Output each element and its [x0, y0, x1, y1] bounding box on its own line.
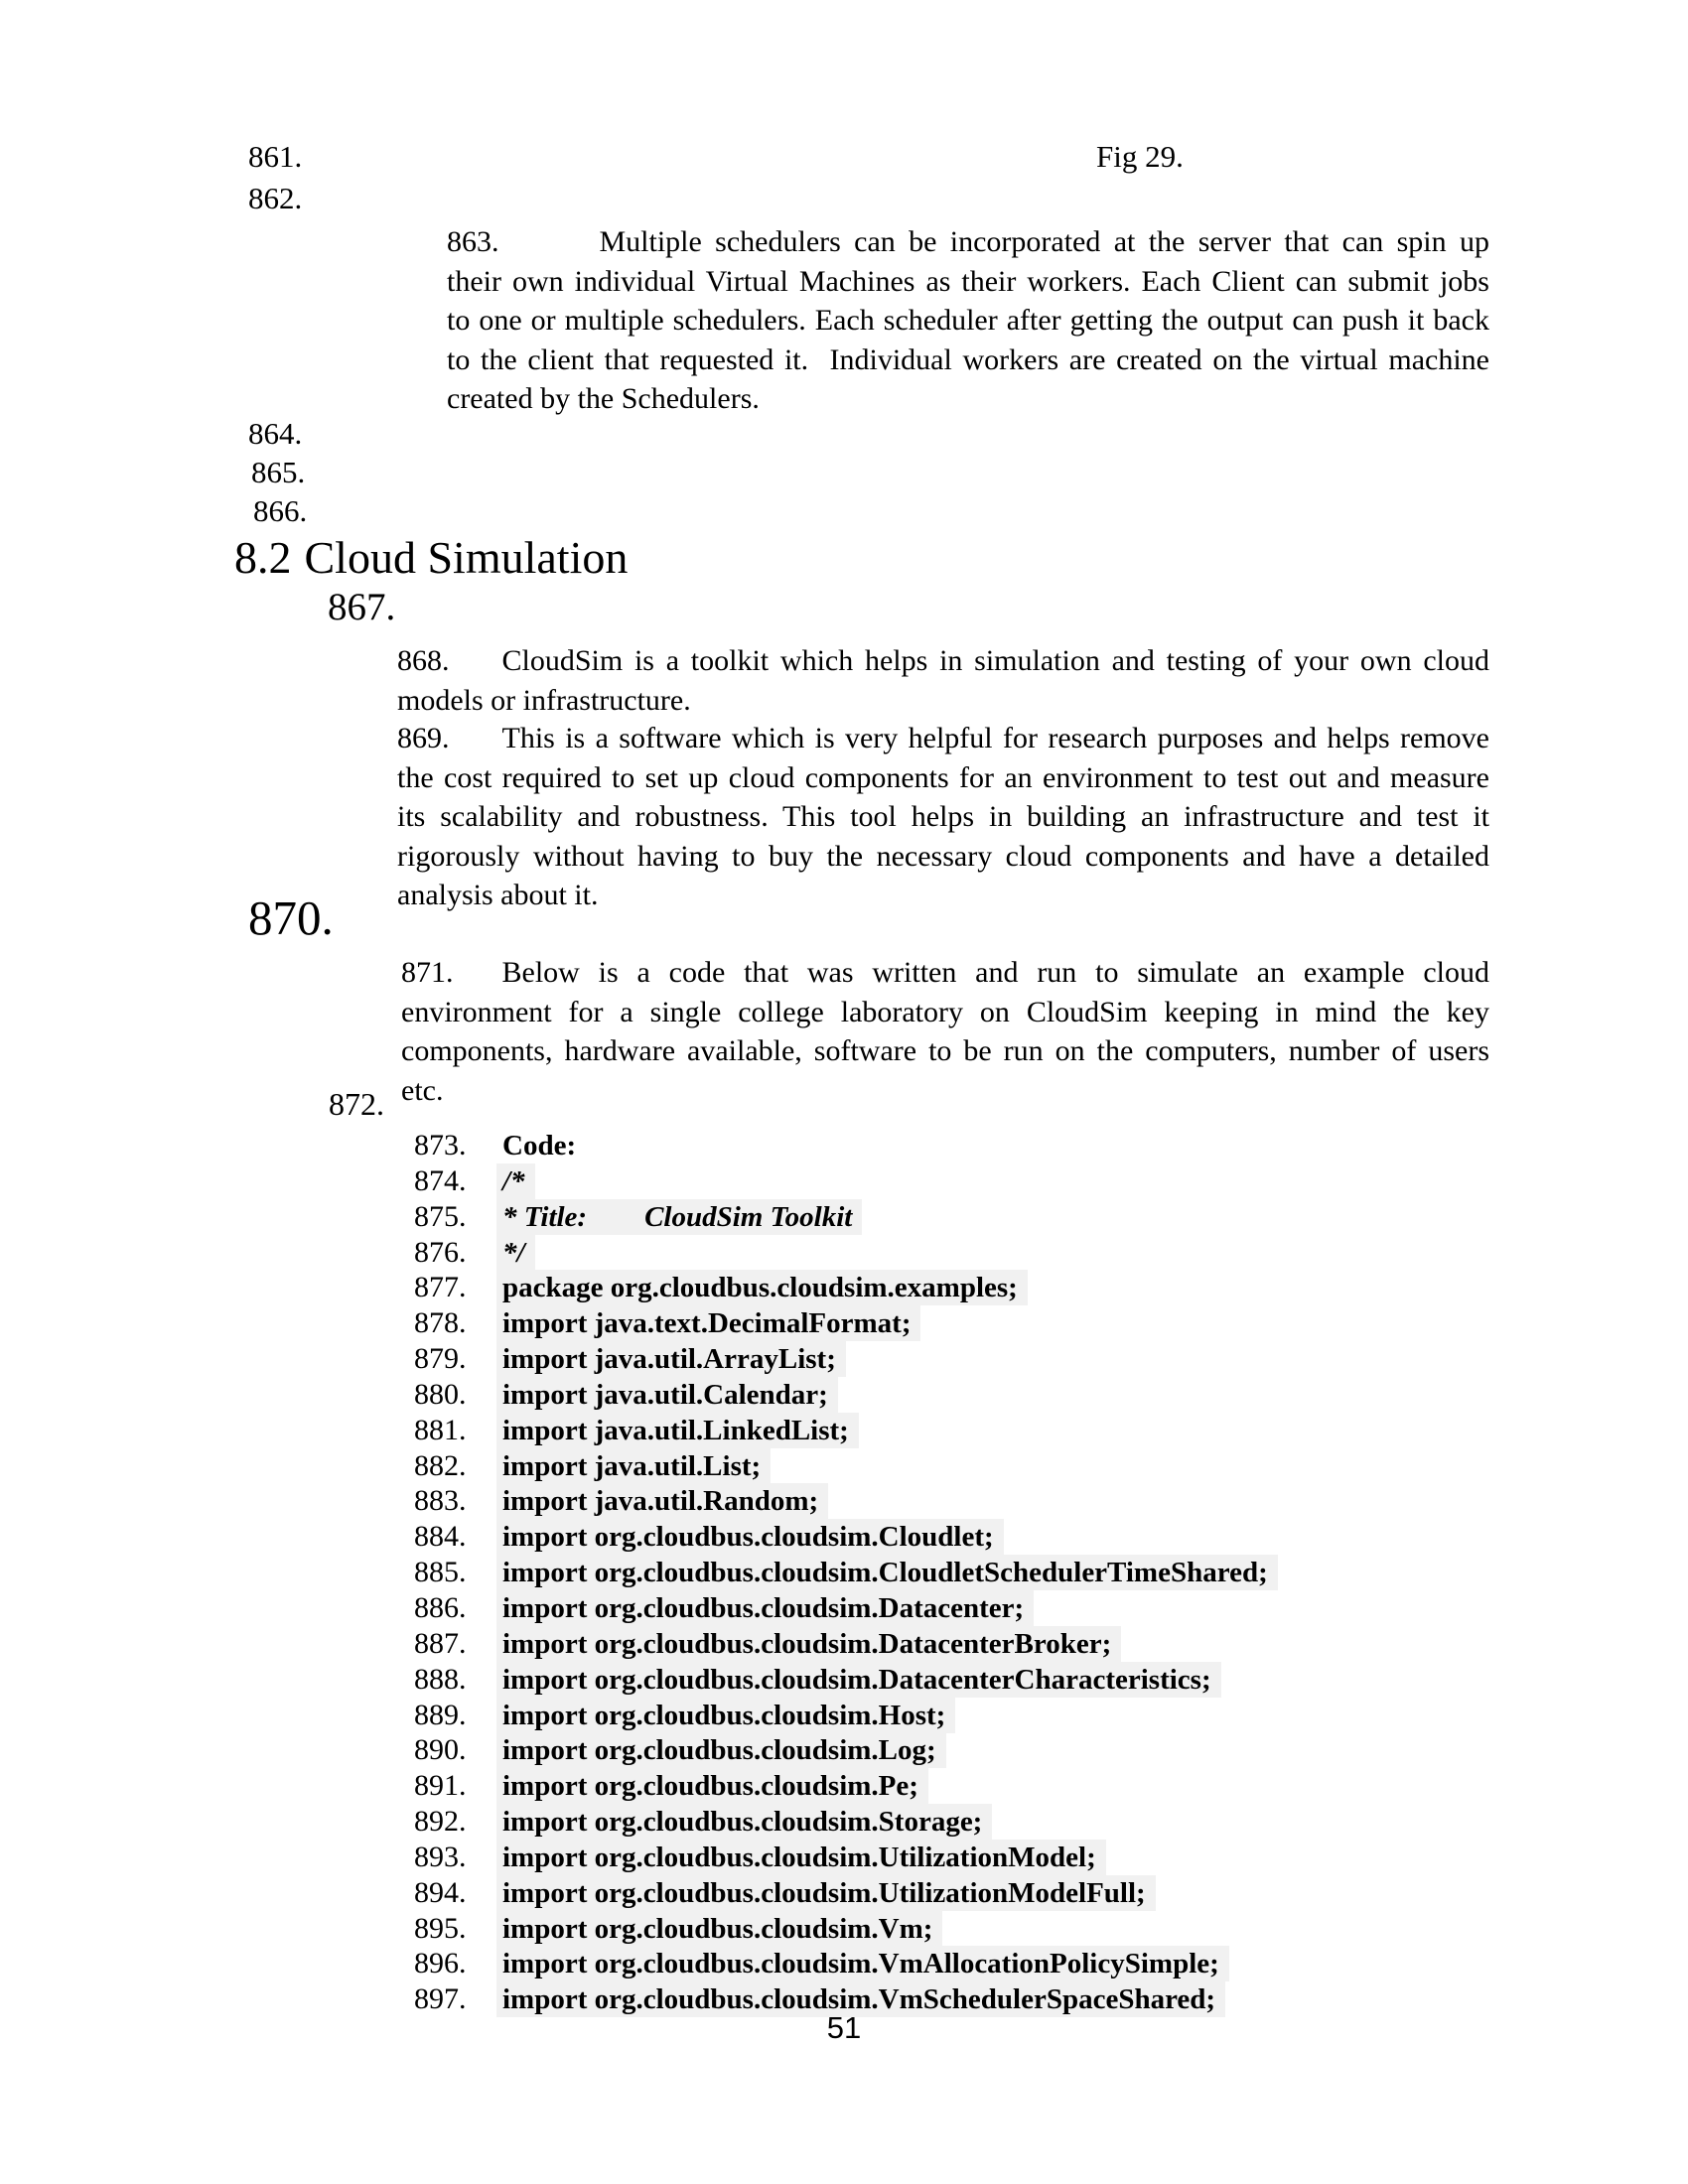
code-line — [414, 1235, 1278, 1271]
code-line-number: 876. — [414, 1235, 467, 1269]
code-line — [414, 1305, 1278, 1341]
code-text: import java.util.LinkedList; — [496, 1413, 859, 1448]
code-line — [414, 1840, 1278, 1875]
code-text: import org.cloudbus.cloudsim.CloudletSchedulerTimeShared; — [496, 1555, 1278, 1590]
paragraph-number-872: 872. — [329, 1086, 384, 1122]
code-line-number: 891. — [414, 1769, 467, 1803]
tab-spacer — [450, 747, 502, 748]
code-line — [414, 1128, 1278, 1163]
paragraph-line — [397, 641, 1489, 681]
code-text: import org.cloudbus.cloudsim.Host; — [496, 1698, 955, 1733]
paragraph-number-864: 864. — [248, 416, 303, 451]
paragraph-line — [397, 719, 1489, 758]
paragraph-line — [401, 953, 1489, 993]
code-line — [414, 1483, 1278, 1519]
code-text: import org.cloudbus.cloudsim.DatacenterCharacteristics; — [496, 1662, 1221, 1698]
paragraph-868 — [397, 641, 1489, 720]
paragraph-871 — [401, 953, 1489, 1110]
paragraph-number: 863. — [447, 225, 499, 258]
code-line-number: 879. — [414, 1342, 467, 1376]
code-text: import org.cloudbus.cloudsim.Vm; — [496, 1911, 942, 1947]
code-text: import java.util.List; — [496, 1448, 771, 1484]
section-heading — [234, 533, 628, 584]
paragraph-line: to the client that requested it. Individual workers are created on the virtual machine — [447, 342, 1489, 376]
figure-caption: Fig 29. — [1096, 139, 1184, 174]
code-line — [414, 1519, 1278, 1555]
paragraph-line — [447, 222, 1489, 262]
code-line-number: 893. — [414, 1840, 467, 1873]
paragraph-line: models or infrastructure. — [397, 683, 691, 717]
section-heading-number: 8.2 — [234, 532, 292, 583]
tab-spacer — [454, 981, 502, 982]
code-line — [414, 1377, 1278, 1413]
code-line — [414, 1555, 1278, 1590]
paragraph-number-861: 861. — [248, 139, 303, 174]
code-text: package org.cloudbus.cloudsim.examples; — [496, 1270, 1028, 1305]
code-line — [414, 1732, 1278, 1768]
code-line — [414, 1413, 1278, 1448]
paragraph-number: 869. — [397, 722, 450, 754]
code-line-number: 886. — [414, 1590, 467, 1624]
code-line-number: 885. — [414, 1556, 467, 1589]
paragraph-text: Below is a code that was written and run to simulate an example cloud — [501, 956, 1489, 989]
code-line-number: 880. — [414, 1377, 467, 1411]
code-text: import org.cloudbus.cloudsim.UtilizationModelFull; — [496, 1875, 1156, 1911]
code-line-number: 878. — [414, 1306, 467, 1340]
paragraph-line: etc. — [401, 1073, 444, 1107]
code-line — [414, 1911, 1278, 1947]
paragraph-text: Multiple schedulers can be incorporated at the server that can spin up — [599, 225, 1489, 258]
code-text: import org.cloudbus.cloudsim.VmSchedulerSpaceShared; — [496, 1981, 1225, 2017]
code-line-number: 892. — [414, 1805, 467, 1839]
code-line-number: 882. — [414, 1448, 467, 1482]
code-line-number: 887. — [414, 1626, 467, 1660]
code-text: import org.cloudbus.cloudsim.Storage; — [496, 1804, 992, 1840]
page-number: 51 — [826, 2010, 862, 2045]
code-comment-text: * Title: CloudSim Toolkit — [496, 1199, 862, 1235]
code-line-number: 896. — [414, 1947, 467, 1980]
code-line-number: 888. — [414, 1662, 467, 1696]
code-line — [414, 1946, 1278, 1981]
paragraph-number-870: 870. — [248, 890, 334, 945]
paragraph-863 — [447, 222, 1489, 419]
code-line-number: 895. — [414, 1911, 467, 1945]
code-line-number: 890. — [414, 1733, 467, 1767]
code-line-number: 877. — [414, 1271, 467, 1304]
code-line-number: 897. — [414, 1982, 467, 2016]
paragraph-text: This is a software which is very helpful for research purposes and helps remove — [501, 722, 1489, 754]
code-text: import org.cloudbus.cloudsim.Datacenter; — [496, 1590, 1034, 1626]
code-text: import org.cloudbus.cloudsim.Cloudlet; — [496, 1519, 1004, 1555]
code-text: import org.cloudbus.cloudsim.DatacenterBroker; — [496, 1626, 1121, 1662]
tab-spacer — [450, 669, 502, 670]
code-listing — [414, 1128, 1278, 2017]
section-heading-title: Cloud Simulation — [304, 532, 629, 583]
code-line — [414, 1804, 1278, 1840]
paragraph-text: CloudSim is a toolkit which helps in simulation and testing of your own cloud — [501, 644, 1489, 677]
paragraph-line: to one or multiple schedulers. Each scheduler after getting the output can push it back — [447, 304, 1489, 337]
code-line — [414, 1270, 1278, 1305]
paragraph-line: analysis about it. — [397, 879, 599, 911]
code-line-number: 874. — [414, 1163, 467, 1197]
code-line — [414, 1163, 1278, 1199]
paragraph-line: the cost required to set up cloud components for an environment to test out and measure — [397, 760, 1489, 794]
code-line — [414, 1341, 1278, 1377]
code-comment-text: /* — [496, 1163, 535, 1199]
code-line-number: 889. — [414, 1698, 467, 1731]
code-line — [414, 1590, 1278, 1626]
paragraph-number-865: 865. — [251, 455, 306, 489]
code-text: import java.util.ArrayList; — [496, 1341, 846, 1377]
code-line — [414, 1768, 1278, 1804]
paragraph-line: components, hardware available, software to be run on the computers, number of users — [401, 1034, 1489, 1067]
code-text: import org.cloudbus.cloudsim.Pe; — [496, 1768, 928, 1804]
code-comment-text: */ — [496, 1235, 535, 1271]
paragraph-number-862: 862. — [248, 181, 303, 215]
code-text: import java.util.Calendar; — [496, 1377, 838, 1413]
paragraph-line: its scalability and robustness. This tool helps in building an infrastructure and test it — [397, 800, 1489, 833]
paragraph-number-867: 867. — [328, 586, 396, 628]
code-line — [414, 1626, 1278, 1662]
paragraph-number: 871. — [401, 956, 454, 989]
code-text: import org.cloudbus.cloudsim.UtilizationModel; — [496, 1840, 1106, 1875]
code-text: import org.cloudbus.cloudsim.VmAllocationPolicySimple; — [496, 1946, 1229, 1981]
code-line — [414, 1875, 1278, 1911]
paragraph-line: created by the Schedulers. — [447, 382, 760, 415]
code-line — [414, 1662, 1278, 1698]
code-text: import java.util.Random; — [496, 1483, 828, 1519]
paragraph-line: rigorously without having to buy the necessary cloud components and have a detailed — [397, 839, 1489, 873]
code-text: import java.text.DecimalFormat; — [496, 1305, 920, 1341]
paragraph-number-866: 866. — [253, 493, 308, 528]
code-line-number: 873. — [414, 1129, 467, 1161]
code-line-number: 884. — [414, 1520, 467, 1554]
code-line — [414, 1199, 1278, 1235]
paragraph-line: environment for a single college laboratory on CloudSim keeping in mind the key — [401, 995, 1489, 1028]
code-text: import org.cloudbus.cloudsim.Log; — [496, 1732, 946, 1768]
paragraph-number: 868. — [397, 644, 450, 677]
code-line — [414, 1698, 1278, 1733]
code-line — [414, 1448, 1278, 1484]
paragraph-line: their own individual Virtual Machines as their workers. Each Client can submit jobs — [447, 264, 1489, 298]
code-line-number: 894. — [414, 1875, 467, 1909]
code-line-number: 881. — [414, 1413, 467, 1446]
code-label: Code: — [502, 1130, 577, 1161]
code-line-number: 883. — [414, 1484, 467, 1518]
tab-spacer — [499, 250, 600, 251]
paragraph-869 — [397, 719, 1489, 915]
code-line-number: 875. — [414, 1199, 467, 1233]
